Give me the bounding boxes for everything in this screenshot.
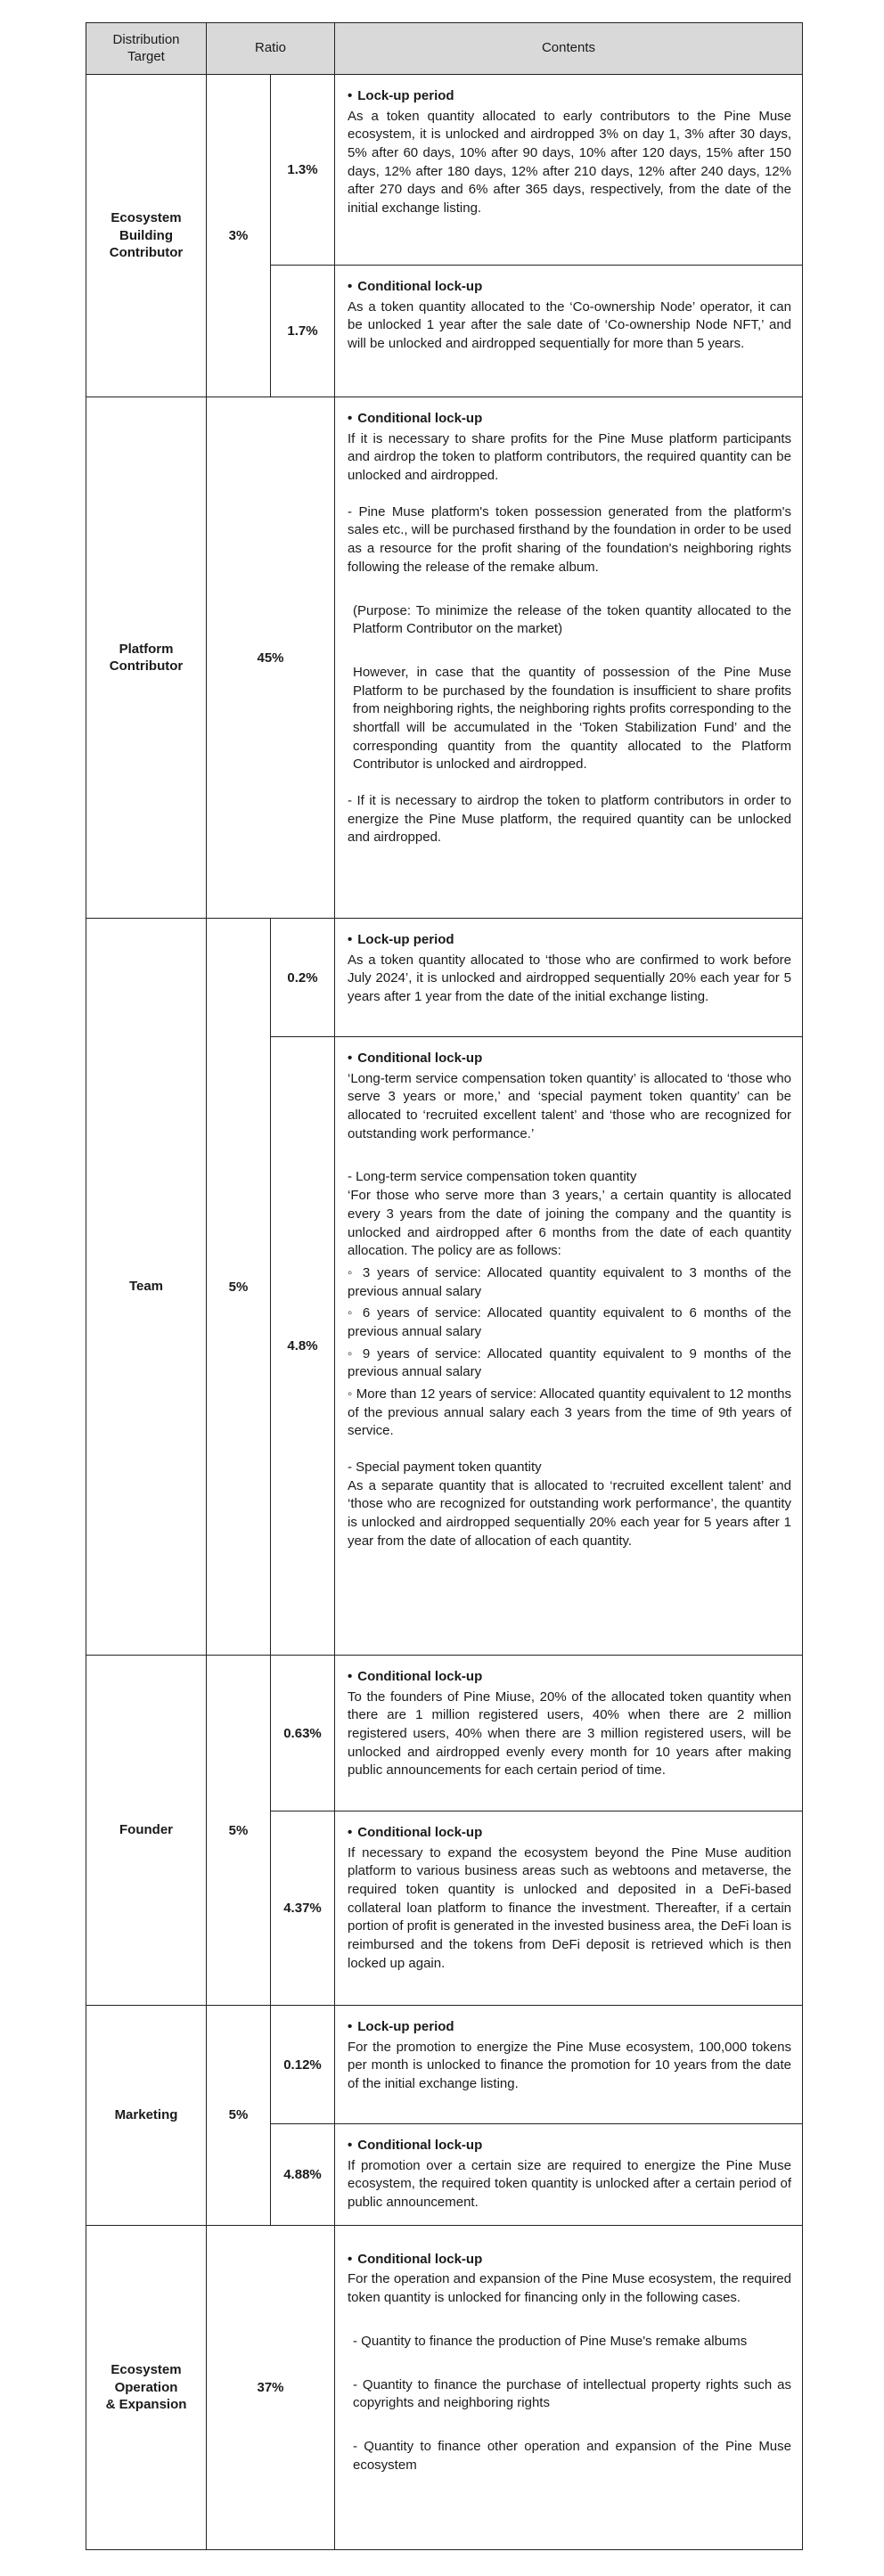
content-title: • Conditional lock-up xyxy=(348,1669,483,1684)
content-title: • Conditional lock-up xyxy=(348,2138,483,2153)
content-text: As a separate quantity that is allocated to ‘recruited excellent talent’ and ‘those who are recognized for outstanding work performance’, the quantity is unlocked and airdropped sequentially 20% each year for 5 years after 1 year from the date of allocation of each quantity. xyxy=(348,1477,791,1549)
ratio-founder: 5% xyxy=(207,1656,271,2006)
bullet-icon: • xyxy=(348,932,353,947)
content-cell xyxy=(335,1811,803,2006)
ratio-team: 5% xyxy=(207,919,271,1656)
subratio-cell: 1.7% xyxy=(271,266,335,397)
content-text: - Long-term service compensation token quantity xyxy=(348,1169,637,1185)
bullet-icon: • xyxy=(348,2019,353,2034)
content-title: • Lock-up period xyxy=(348,2019,454,2034)
content-text: For the promotion to energize the Pine Muse ecosystem, 100,000 tokens per month is unlocked to finance the promotion for 10 years from the date of the initial exchange listing. xyxy=(348,2039,791,2092)
content-text: As a token quantity allocated to the ‘Co-ownership Node’ operator, it can be unlocked 1 year after the sale date of ‘Co-ownership Node NFT,’ and will be unlocked and airdropped sequentially for more than 5 years. xyxy=(348,298,791,352)
table-row xyxy=(86,1656,803,1811)
bullet-icon: • xyxy=(348,2138,353,2153)
table-row xyxy=(86,2006,803,2124)
bullet-icon: • xyxy=(348,279,353,294)
content-cell xyxy=(335,2225,803,2549)
content-text: - Special payment token quantity xyxy=(348,1460,542,1476)
list-item: ◦ 6 years of service: Allocated quantity equivalent to 6 months of the previous annual salary xyxy=(348,1305,791,1339)
list-item: ◦ 9 years of service: Allocated quantity equivalent to 9 months of the previous annual salary xyxy=(348,1345,791,1380)
subratio-cell: 4.88% xyxy=(271,2124,335,2226)
table-header-row xyxy=(86,23,803,75)
subratio-cell: 4.8% xyxy=(271,1037,335,1656)
content-text: If it is necessary to share profits for the Pine Muse platform participants and airdrop the token to platform contributors, the required quantity can be unlocked and airdropped. xyxy=(348,430,791,484)
content-cell xyxy=(335,1037,803,1656)
bullet-icon: • xyxy=(348,1825,353,1840)
content-text: - If it is necessary to airdrop the token to platform contributors in order to energize the Pine Muse platform, the required quantity can be unlocked and airdropped. xyxy=(348,793,791,846)
content-cell xyxy=(335,266,803,397)
subratio-cell: 1.3% xyxy=(271,75,335,266)
bullet-icon: • xyxy=(348,411,353,426)
table-row xyxy=(86,75,803,266)
subratio-cell: 0.2% xyxy=(271,919,335,1037)
list-item: - Quantity to finance the production of Pine Muse's remake albums xyxy=(353,2333,748,2349)
distribution-table xyxy=(86,22,803,2550)
content-text: ‘Long-term service compensation token quantity’ is allocated to ‘those who serve 3 years or more,’ and ‘special payment token quantity’ can be allocated to ‘recruited excellent talent’ and ‘those who are recognized for outstanding work performance.’ xyxy=(348,1070,791,1141)
content-title: • Lock-up period xyxy=(348,88,454,103)
content-text: As a token quantity allocated to early contributors to the Pine Muse ecosystem, it is unlocked and airdropped 3% on day 1, 3% after 30 days, 5% after 60 days, 10% after 90 days, 10% after 120 days, 15% after 150 days, 12% after 180 days, 12% after 210 days, 12% after 240 days, 12% after 270 days and 6% after 365 days, respectively, from the date of the initial exchange listing. xyxy=(348,108,791,217)
content-text: As a token quantity allocated to ‘those who are confirmed to work before July 2024’, it is unlocked and airdropped sequentially 20% each year for 5 years after 1 year from the date of the initial exchange listing. xyxy=(348,952,791,1005)
content-text: However, in case that the quantity of possession of the Pine Muse Platform to be purchased by the foundation is insufficient to share profits from neighboring rights, the neighboring rights profits corresponding to the shortfall will be accumulated in the ‘Token Stabilization Fund’ and the corresponding quantity from the quantity allocated to the Platform Contributor is unlocked and airdropped. xyxy=(353,664,791,773)
content-cell xyxy=(335,2124,803,2226)
header-distribution-target: Distribution Target xyxy=(86,23,207,75)
target-platform-contributor: Platform Contributor xyxy=(86,397,207,919)
bullet-icon: • xyxy=(348,1051,353,1066)
content-title: • Conditional lock-up xyxy=(348,411,483,426)
list-item: - Quantity to finance the purchase of intellectual property rights such as copyrights and neighboring rights xyxy=(353,2376,791,2411)
table-row xyxy=(86,2225,803,2549)
content-cell xyxy=(335,1656,803,1811)
content-cell xyxy=(335,2006,803,2124)
list-item: - Quantity to finance other operation and expansion of the Pine Muse ecosystem xyxy=(353,2438,791,2473)
content-text: ‘For those who serve more than 3 years,’ a certain quantity is allocated every 3 years from the date of joining the company and the quantity is unlocked and airdropped after 6 months from the date of each quantity allocation. The policy are as follows: xyxy=(348,1188,791,1259)
table-row xyxy=(86,397,803,919)
list-item: ◦ 3 years of service: Allocated quantity equivalent to 3 months of the previous annual salary xyxy=(348,1264,791,1299)
target-ecosystem-operation: Ecosystem Operation & Expansion xyxy=(86,2225,207,2549)
subratio-cell: 4.37% xyxy=(271,1811,335,2006)
ratio-marketing: 5% xyxy=(207,2006,271,2226)
content-text: If promotion over a certain size are required to energize the Pine Muse ecosystem, the required token quantity is unlocked after a certain period of public announcement. xyxy=(348,2157,791,2211)
subratio-cell: 0.63% xyxy=(271,1656,335,1811)
header-ratio: Ratio xyxy=(207,23,335,75)
table-row xyxy=(86,919,803,1037)
content-title: • Conditional lock-up xyxy=(348,279,483,294)
content-text: If necessary to expand the ecosystem beyond the Pine Muse audition platform to various business areas such as webtoons and metaverse, the required token quantity is unlocked and deposited in a DeFi-based collateral loan platform to finance the investment. Thereafter, if a certain portion of profit is generated in the invested business area, the DeFi loan is reimbursed and the tokens from DeFi deposit is retrieved which is then locked up again. xyxy=(348,1844,791,1971)
content-text: (Purpose: To minimize the release of the token quantity allocated to the Platform Contributor on the market) xyxy=(353,602,791,637)
content-title: • Conditional lock-up xyxy=(348,1051,483,1066)
bullet-icon: • xyxy=(348,88,353,103)
bullet-icon: • xyxy=(348,2251,353,2267)
header-contents: Contents xyxy=(335,23,803,75)
target-ecosystem-building: Ecosystem Building Contributor xyxy=(86,75,207,397)
content-text: To the founders of Pine Miuse, 20% of the allocated token quantity when there are 1 million registered users, 40% when there are 2 million registered users, 40% when there are 3 million registered users, will be unlocked and airdropped evenly every month for 10 years after making public announcements for each certain period of time. xyxy=(348,1689,791,1779)
target-marketing: Marketing xyxy=(86,2006,207,2226)
content-cell xyxy=(335,75,803,266)
ratio-platform-contributor: 45% xyxy=(207,397,335,919)
content-title: • Lock-up period xyxy=(348,932,454,947)
content-cell xyxy=(335,397,803,919)
ratio-ecosystem-operation: 37% xyxy=(207,2225,335,2549)
content-cell xyxy=(335,919,803,1037)
list-item: ◦ More than 12 years of service: Allocated quantity equivalent to 12 months of the previous annual salary each 3 years from the time of 9th years of service. xyxy=(348,1386,791,1439)
content-text: For the operation and expansion of the Pine Muse ecosystem, the required token quantity is unlocked for financing only in the following cases. xyxy=(348,2271,791,2306)
content-text: - Pine Muse platform's token possession generated from the platform's sales etc., will be purchased firsthand by the foundation in order to be used as a resource for the profit sharing of the foundation's neighboring rights following the release of the remake album. xyxy=(348,503,791,575)
subratio-cell: 0.12% xyxy=(271,2006,335,2124)
ratio-ecosystem-building: 3% xyxy=(207,75,271,397)
bullet-icon: • xyxy=(348,1669,353,1684)
content-title: • Conditional lock-up xyxy=(348,1825,483,1840)
content-title: • Conditional lock-up xyxy=(348,2251,483,2267)
target-founder: Founder xyxy=(86,1656,207,2006)
target-team: Team xyxy=(86,919,207,1656)
